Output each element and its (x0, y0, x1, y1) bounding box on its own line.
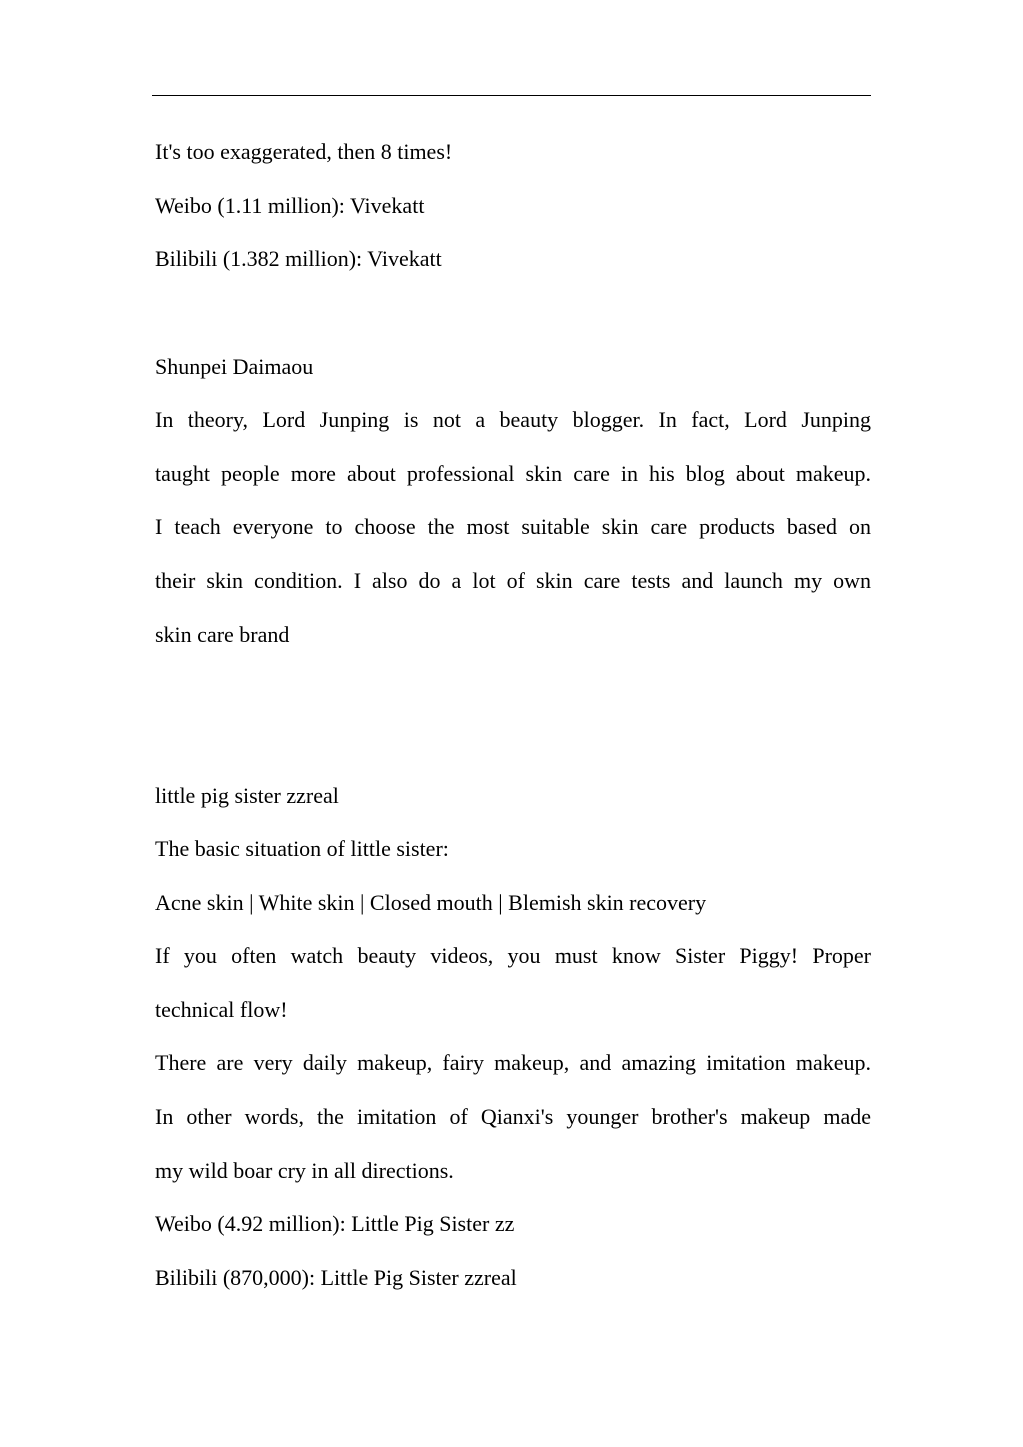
text-line: Acne skin | White skin | Closed mouth | Blemish skin recovery (155, 890, 707, 915)
text-line: Bilibili (1.382 million): Vivekatt (155, 246, 442, 271)
text-line: my wild boar cry in all directions. (155, 1158, 454, 1183)
text-line: The basic situation of little sister: (155, 836, 449, 861)
text-line: skin care brand (155, 622, 290, 647)
text-line: In other words, the imitation of Qianxi's younger brother's makeup made (155, 1104, 871, 1129)
text-line: Weibo (1.11 million): Vivekatt (155, 193, 425, 218)
text-line: their skin condition. I also do a lot of skin care tests and launch my own (155, 568, 871, 593)
text-line: taught people more about professional skin care in his blog about makeup. (155, 461, 871, 486)
text-line: Weibo (4.92 million): Little Pig Sister zz (155, 1211, 515, 1236)
text-line: There are very daily makeup, fairy makeup, and amazing imitation makeup. (155, 1050, 871, 1075)
text-line: Bilibili (870,000): Little Pig Sister zzreal (155, 1265, 517, 1290)
section-heading: little pig sister zzreal (155, 783, 339, 808)
header-rule (152, 95, 871, 96)
text-line: In theory, Lord Junping is not a beauty blogger. In fact, Lord Junping (155, 407, 871, 432)
text-line: I teach everyone to choose the most suitable skin care products based on (155, 514, 871, 539)
text-line: technical flow! (155, 997, 288, 1022)
text-line: If you often watch beauty videos, you must know Sister Piggy! Proper (155, 943, 871, 968)
section-heading: Shunpei Daimaou (155, 354, 314, 379)
text-line: It's too exaggerated, then 8 times! (155, 139, 453, 164)
